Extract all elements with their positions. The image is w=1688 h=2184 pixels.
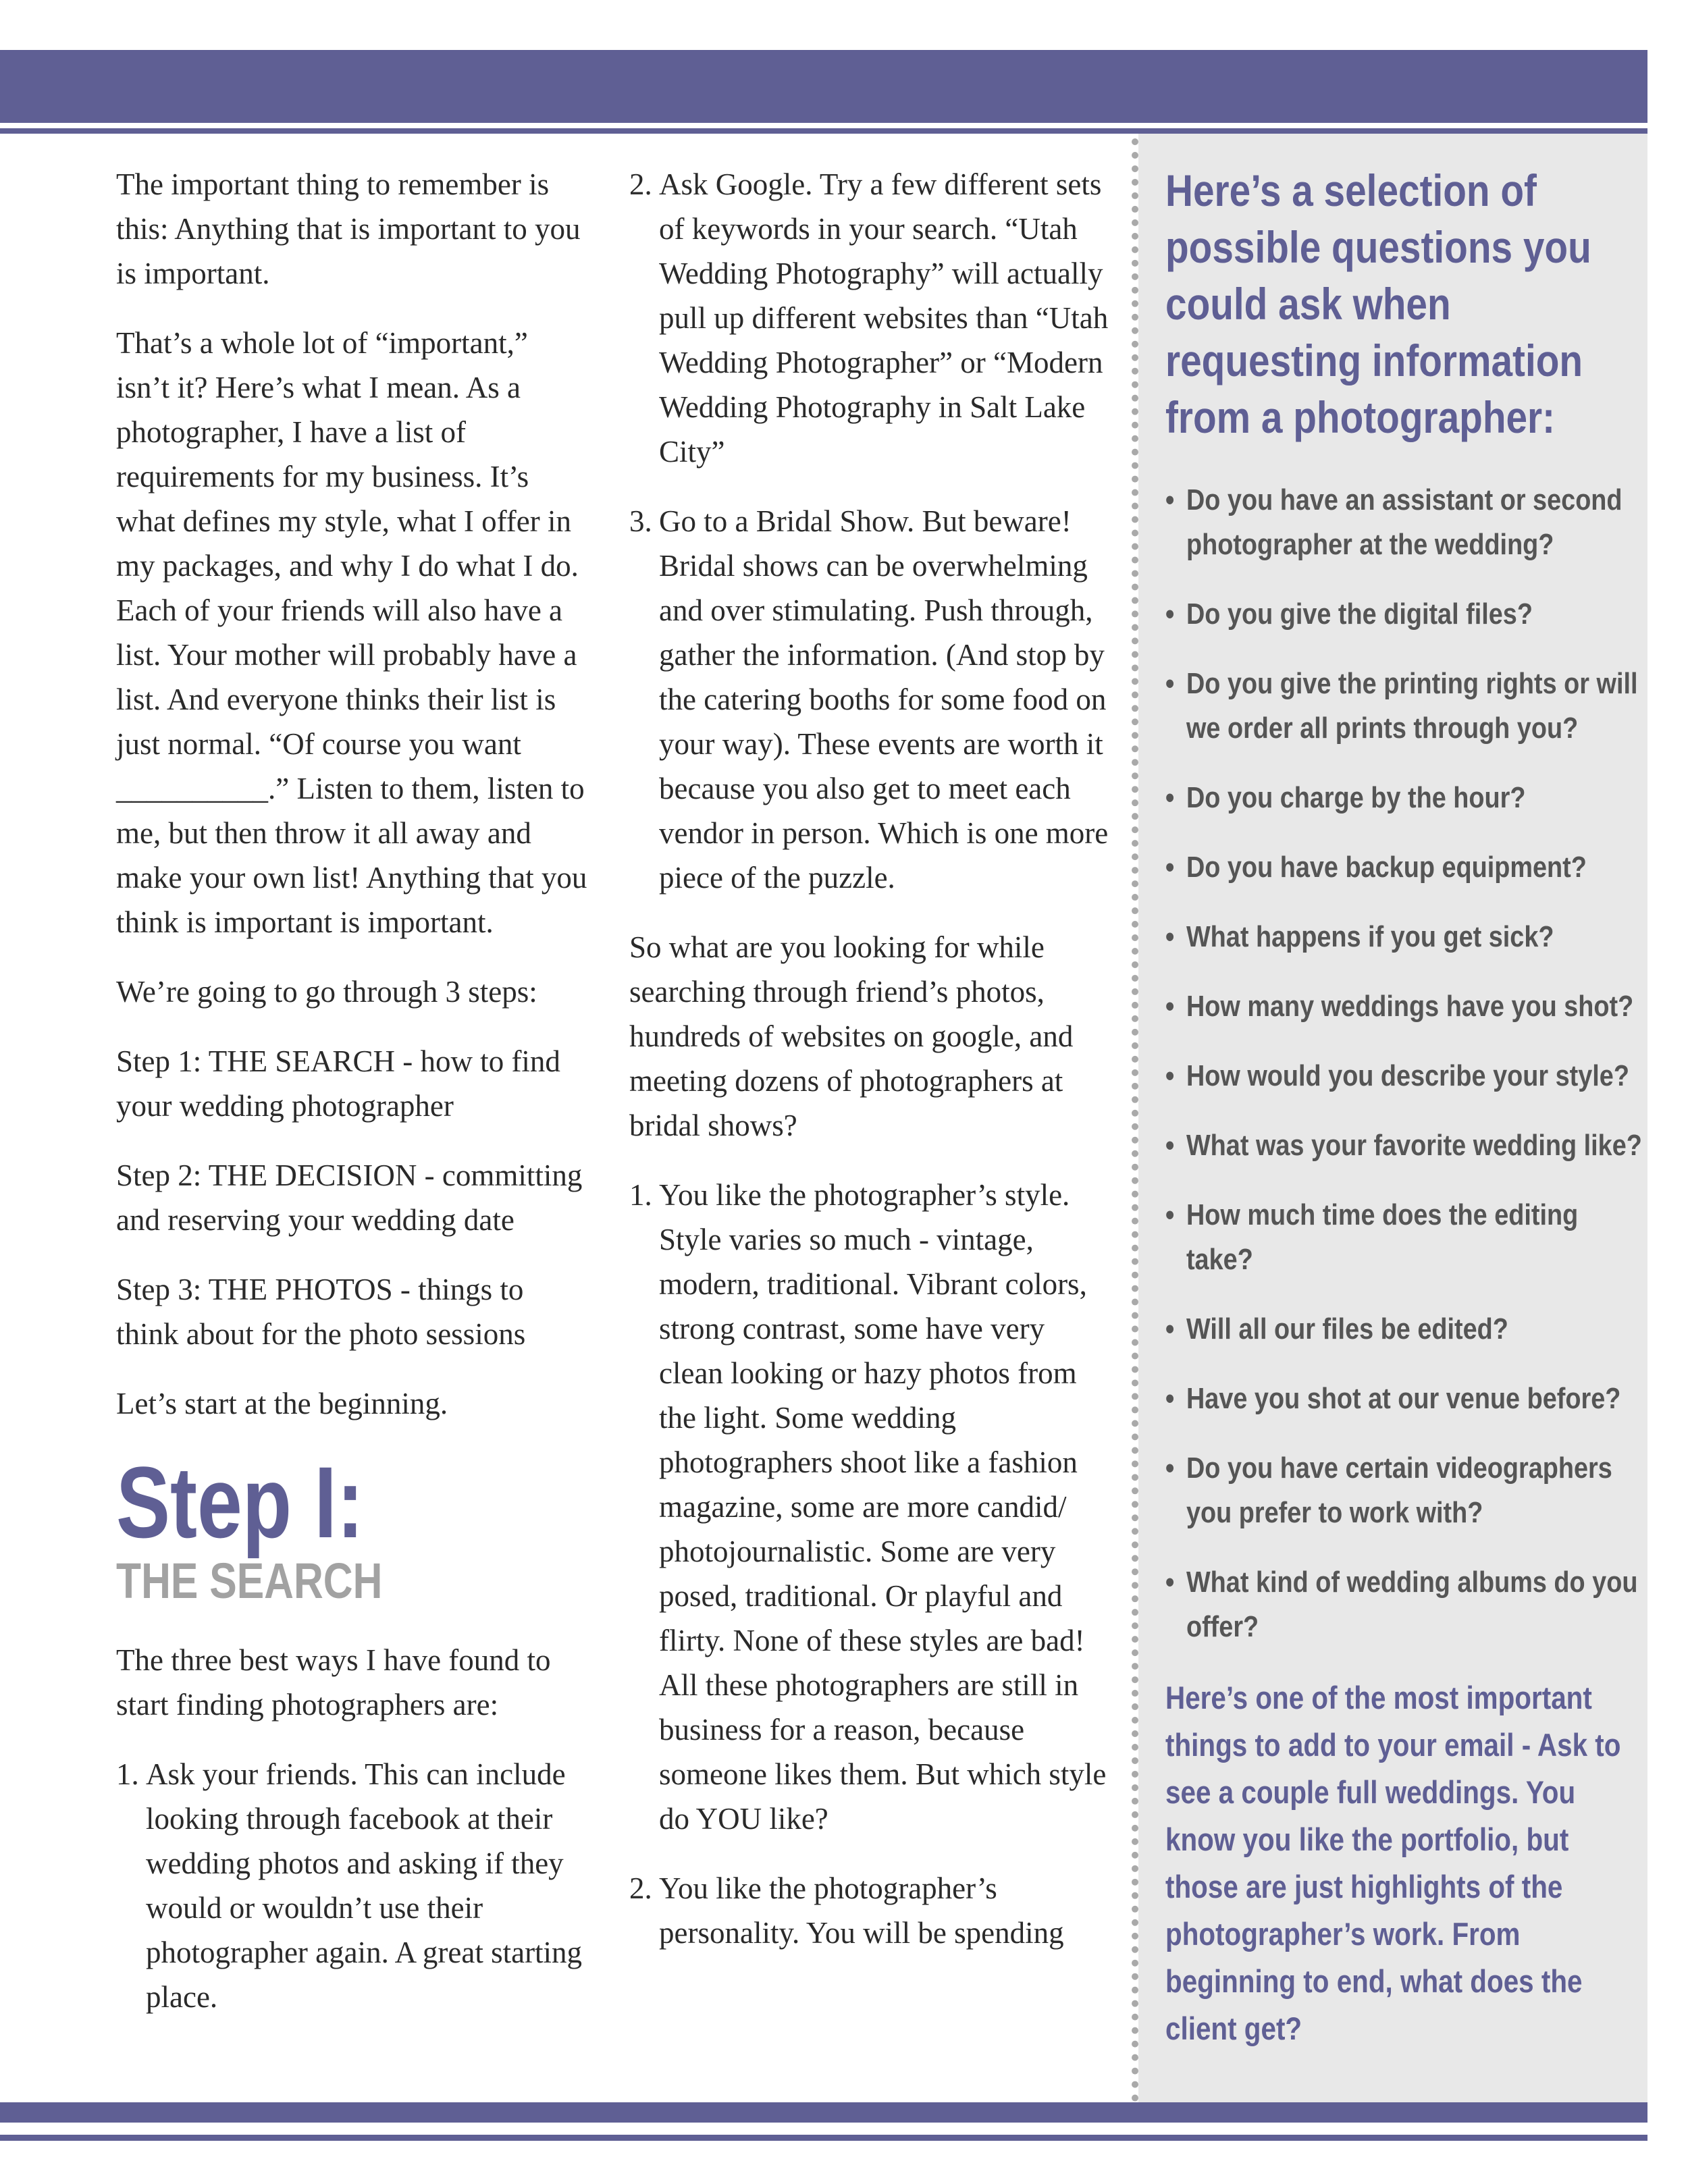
bullet-icon: • bbox=[1165, 1129, 1175, 1162]
paragraph: We’re going to go through 3 steps: bbox=[116, 975, 537, 1009]
list-item-text: You like the photographer’s personality. You will be spending bbox=[659, 1871, 1064, 1950]
question-text: What kind of wedding albums do you offer? bbox=[1186, 1566, 1638, 1643]
paragraph: The three best ways I have found to start finding photographers are: bbox=[116, 1643, 551, 1722]
question-item bbox=[1165, 1377, 1645, 1421]
step-3-summary: Step 3: THE PHOTOS - things to think about for the photo sessions bbox=[116, 1273, 526, 1351]
bullet-icon: • bbox=[1165, 1382, 1175, 1415]
list-number: 3. bbox=[629, 504, 652, 538]
paragraph: That’s a whole lot of “important,” isn’t it? Here’s what I mean. As a photographer, I have a list of requirements for my business. It’s what defines my style, what I offer in my packages, and why I do what I do. Each of your friends will also have a list. Your mother will probably have a list. And everyone thinks their list is just normal. “Of course you want __________.” Listen to them, listen to me, but then throw it all away and make your own list! Anything that you think is important is important. bbox=[116, 326, 587, 939]
bullet-icon: • bbox=[1165, 920, 1175, 953]
step-1-summary: Step 1: THE SEARCH - how to find your wedding photographer bbox=[116, 1044, 560, 1123]
question-text: Do you give the printing rights or will we order all prints through you? bbox=[1186, 667, 1638, 745]
bullet-icon: • bbox=[1165, 1198, 1175, 1231]
question-item bbox=[1165, 1446, 1645, 1535]
paragraph: So what are you looking for while searching through friend’s photos, hundreds of websites on google, and meeting dozens of photographers at bridal shows? bbox=[629, 930, 1074, 1142]
list-item-text: Ask Google. Try a few different sets of keywords in your search. “Utah Wedding Photography” will actually pull up different websites than “Utah Wedding Photographer” or “Modern Wedding Photography in Salt Lake City” bbox=[659, 167, 1109, 469]
question-text: Do you have backup equipment? bbox=[1186, 851, 1587, 884]
bullet-icon: • bbox=[1165, 781, 1175, 814]
bullet-icon: • bbox=[1165, 667, 1175, 700]
bullet-icon: • bbox=[1165, 483, 1175, 516]
paragraph: Let’s start at the beginning. bbox=[116, 1387, 448, 1420]
question-item bbox=[1165, 1193, 1645, 1282]
list-item-text: Ask your friends. This can include looking through facebook at their wedding photos and asking if they would or wouldn’t use their photographer again. A great starting place. bbox=[146, 1757, 583, 2014]
question-text: Do you have an assistant or second photographer at the wedding? bbox=[1186, 483, 1623, 561]
list-item-text: Go to a Bridal Show. But beware! Bridal shows can be overwhelming and over stimulating. Push through, gather the information. (And stop by the catering booths for some food on your way). These events are worth it because you also get to meet each vendor in person. Which is one more piece of the puzzle. bbox=[659, 504, 1109, 895]
left-column bbox=[116, 162, 589, 2044]
list-number: 2. bbox=[629, 167, 652, 201]
list-number: 1. bbox=[116, 1757, 139, 1791]
numbered-list bbox=[629, 1173, 1112, 1955]
question-text: What was your favorite wedding like? bbox=[1186, 1129, 1642, 1162]
middle-column bbox=[629, 162, 1112, 1980]
question-text: How much time does the editing take? bbox=[1186, 1198, 1579, 1276]
list-item bbox=[116, 1752, 589, 2019]
bullet-icon: • bbox=[1165, 1566, 1175, 1599]
bullet-icon: • bbox=[1165, 851, 1175, 884]
bullet-icon: • bbox=[1165, 1312, 1175, 1346]
list-number: 1. bbox=[629, 1178, 652, 1212]
footer-band bbox=[0, 2102, 1647, 2123]
list-item-text: You like the photographer’s style. Style varies so much - vintage, modern, traditional. Vibrant colors, strong contrast, some have very clean looking or hazy photos from the light. Some wedding photographers shoot like a fashion magazine, some are more candid/ photojournalistic. Some are very posed, traditional. Or playful and flirty. None of these styles are bad! All these photographers are still in business for a reason, because someone likes them. But which style do YOU like? bbox=[659, 1178, 1107, 1836]
list-number: 2. bbox=[629, 1871, 652, 1905]
question-item bbox=[1165, 478, 1645, 567]
column-divider bbox=[1132, 138, 1138, 2102]
question-item bbox=[1165, 1560, 1645, 1649]
question-item bbox=[1165, 984, 1645, 1029]
bullet-icon: • bbox=[1165, 990, 1175, 1023]
question-item bbox=[1165, 1307, 1645, 1352]
list-item bbox=[629, 162, 1112, 474]
question-item bbox=[1165, 1054, 1645, 1098]
bullet-icon: • bbox=[1165, 1451, 1175, 1485]
header-rule bbox=[0, 128, 1647, 134]
question-text: Have you shot at our venue before? bbox=[1186, 1382, 1621, 1415]
question-text: Will all our files be edited? bbox=[1186, 1312, 1508, 1346]
question-text: How many weddings have you shot? bbox=[1186, 990, 1634, 1023]
bullet-icon: • bbox=[1165, 597, 1175, 631]
question-item bbox=[1165, 845, 1645, 890]
paragraph: The important thing to remember is this: Anything that is important to you is important. bbox=[116, 167, 581, 290]
question-list bbox=[1165, 478, 1642, 1649]
numbered-list bbox=[629, 162, 1112, 900]
list-item bbox=[629, 1866, 1112, 1955]
sidebar-note: Here’s one of the most important things to add to your email - Ask to see a couple full weddings. You know you like the portfolio, but those are just highlights of the photographer’s work. From beginning to end, what does the client get? bbox=[1165, 1680, 1621, 2046]
question-text: How would you describe your style? bbox=[1186, 1059, 1629, 1092]
footer-rule bbox=[0, 2135, 1647, 2141]
question-item bbox=[1165, 592, 1645, 637]
sidebar bbox=[1165, 162, 1642, 2052]
list-item bbox=[629, 1173, 1112, 1841]
numbered-list bbox=[116, 1752, 589, 2019]
sidebar-heading: Here’s a selection of possible questions you could ask when requesting information from a photographer: bbox=[1165, 165, 1591, 442]
question-item bbox=[1165, 662, 1645, 751]
header-band bbox=[0, 50, 1647, 123]
question-item bbox=[1165, 915, 1645, 959]
question-item bbox=[1165, 776, 1645, 820]
question-text: Do you give the digital files? bbox=[1186, 597, 1533, 631]
question-text: Do you have certain videographers you prefer to work with? bbox=[1186, 1451, 1612, 1529]
section-heading: Step I: bbox=[116, 1445, 364, 1559]
list-item bbox=[629, 499, 1112, 900]
question-item bbox=[1165, 1123, 1645, 1168]
step-2-summary: Step 2: THE DECISION - committing and reserving your wedding date bbox=[116, 1158, 583, 1237]
question-text: Do you charge by the hour? bbox=[1186, 781, 1526, 814]
bullet-icon: • bbox=[1165, 1059, 1175, 1092]
question-text: What happens if you get sick? bbox=[1186, 920, 1554, 953]
section-subheading: THE SEARCH bbox=[116, 1553, 383, 1609]
